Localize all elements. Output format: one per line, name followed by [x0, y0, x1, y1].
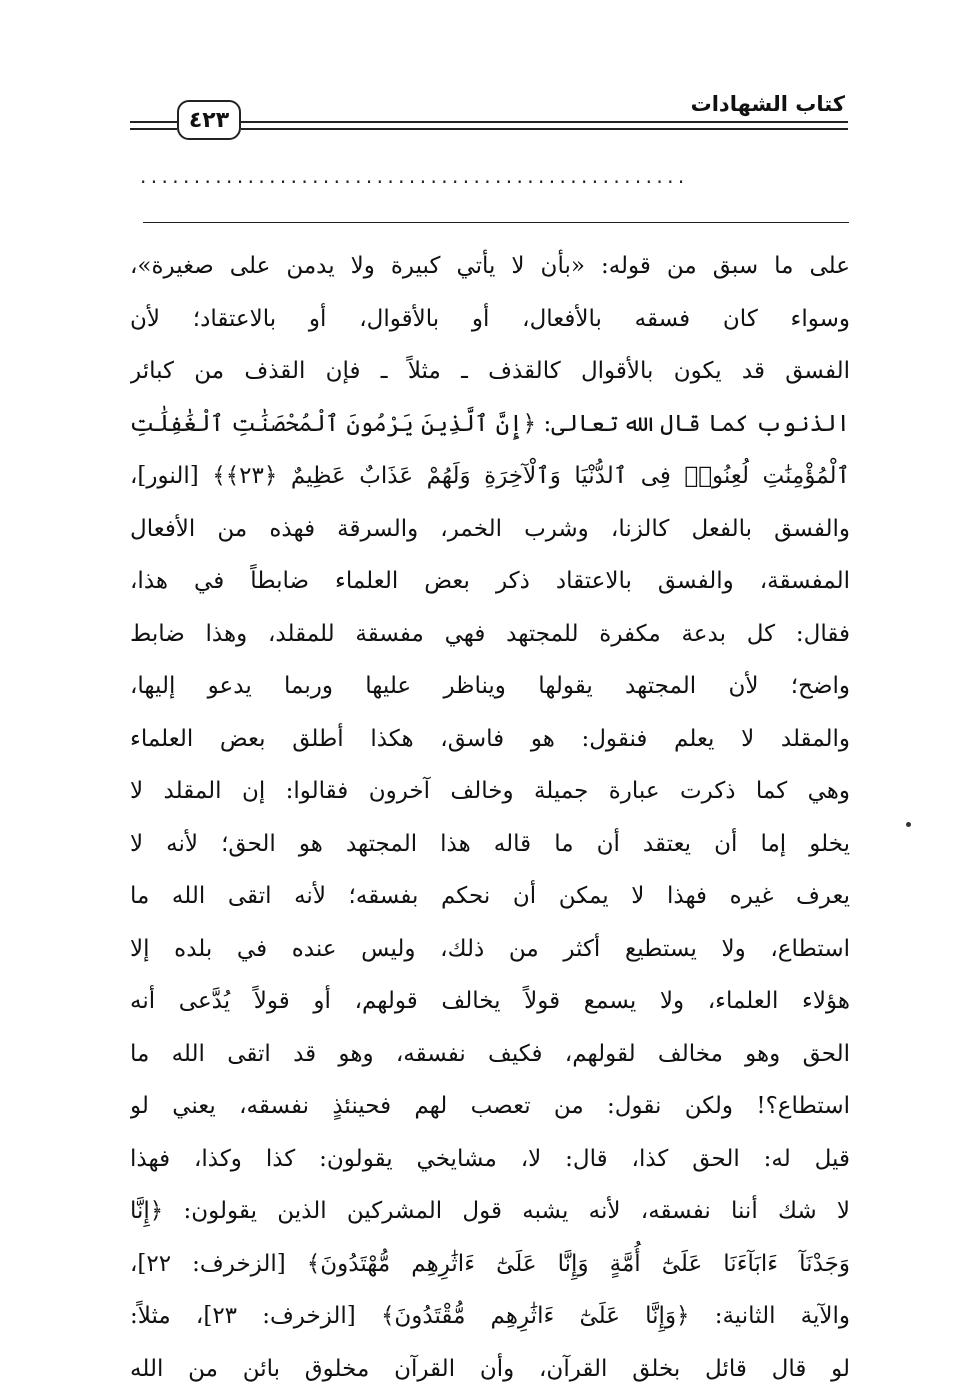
text-line: وهي كما ذكرت عبارة جميلة وخالف آخرون فقالوا: إن المقلد لا — [130, 778, 850, 804]
text-line: المفسقة، والفسق بالاعتقاد ذكر بعض العلماء ضابطاً في هذا، — [130, 568, 850, 594]
text-line: والمقلد لا يعلم فنقول: هو فاسق، هكذا أطلق بعض العلماء — [130, 725, 850, 752]
header-rule-left — [130, 121, 177, 123]
text-line: استطاع؟! ولكن نقول: من تعصب لهم فحينئذٍ نفسقه، يعني لو — [130, 1093, 850, 1119]
separator-line — [143, 222, 849, 223]
text-line: الحق وهو مخالف لقولهم، فكيف نفسقه، وهو قد اتقى الله ما — [130, 1040, 850, 1067]
text-line: وسواء كان فسقه بالأفعال، أو بالأقوال، أو بالاعتقاد؛ لأن — [130, 305, 850, 332]
text-line: ٱلْمُؤْمِنَٰتِ لُعِنُوا۟ فِى ٱلدُّنْيَا وَٱلْآخِرَةِ وَلَهُمْ عَذَابٌ عَظِيمٌ ﴿٢٣﴾﴾ [النور]، — [130, 463, 850, 489]
text-line: على ما سبق من قوله: «بأن لا يأتي كبيرة ولا يدمن على صغيرة»، — [130, 253, 850, 279]
text-line: وَجَدْنَآ ءَابَآءَنَا عَلَىٰٓ أُمَّةٍ وَإِنَّا عَلَىٰٓ ءَاثَٰرِهِم مُّهْتَدُونَ﴾ [الزخرف: ٢٢]، — [130, 1250, 850, 1277]
text-line: لا شك أننا نفسقه، لأنه يشبه قول المشركين الذين يقولون: ﴿إِنَّا — [130, 1198, 850, 1224]
text-line: واضح؛ لأن المجتهد يقولها ويناظر عليها وربما يدعو إليها، — [130, 673, 850, 699]
margin-dot — [906, 822, 911, 827]
dotted-separator: ................................................... — [140, 164, 689, 188]
text-line: لو قال قائل بخلق القرآن، وأن القرآن مخلوق بائن من الله — [130, 1355, 850, 1382]
header-rule-right — [241, 121, 848, 123]
text-line: استطاع، ولا يستطيع أكثر من ذلك، وليس عنده في بلده إلا — [130, 935, 850, 962]
text-line: فقال: كل بدعة مكفرة للمجتهد فهي مفسقة للمقلد، وهذا ضابط — [130, 620, 850, 647]
header-rule-right-lower — [241, 128, 848, 130]
body-text — [130, 240, 850, 1395]
header-rule-left-lower — [130, 128, 177, 130]
running-title: كتاب الشهادات — [690, 92, 845, 116]
text-line: الذنوب كما قال الله تعالى: ﴿إِنَّ ٱلَّذِينَ يَرْمُونَ ٱلْمُحْصَنَٰتِ ٱلْغَٰفِلَٰتِ — [130, 410, 850, 437]
text-line: والفسق بالفعل كالزنا، وشرب الخمر، والسرقة فهذه من الأفعال — [130, 515, 850, 542]
text-line: قيل له: الحق كذا، قال: لا، مشايخي يقولون: كذا وكذا، فهذا — [130, 1145, 850, 1172]
text-line: هؤلاء العلماء، ولا يسمع قولاً يخالف قولهم، أو قولاً يُدَّعى أنه — [130, 988, 850, 1014]
text-line: والآية الثانية: ﴿وَإِنَّا عَلَىٰٓ ءَاثَٰرِهِم مُّقْتَدُونَ﴾ [الزخرف: ٢٣]، مثلاً: — [130, 1303, 850, 1329]
page-number: ٤٢٣ — [177, 100, 241, 140]
text-line: يعرف غيره فهذا لا يمكن أن نحكم بفسقه؛ لأنه اتقى الله ما — [130, 883, 850, 909]
text-line: يخلو إما أن يعتقد أن ما قاله هذا المجتهد هو الحق؛ لأنه لا — [130, 830, 850, 857]
page-header — [0, 0, 953, 150]
text-line: الفسق قد يكون بالأقوال كالقذف ـ مثلاً ـ فإن القذف من كبائر — [130, 358, 850, 384]
